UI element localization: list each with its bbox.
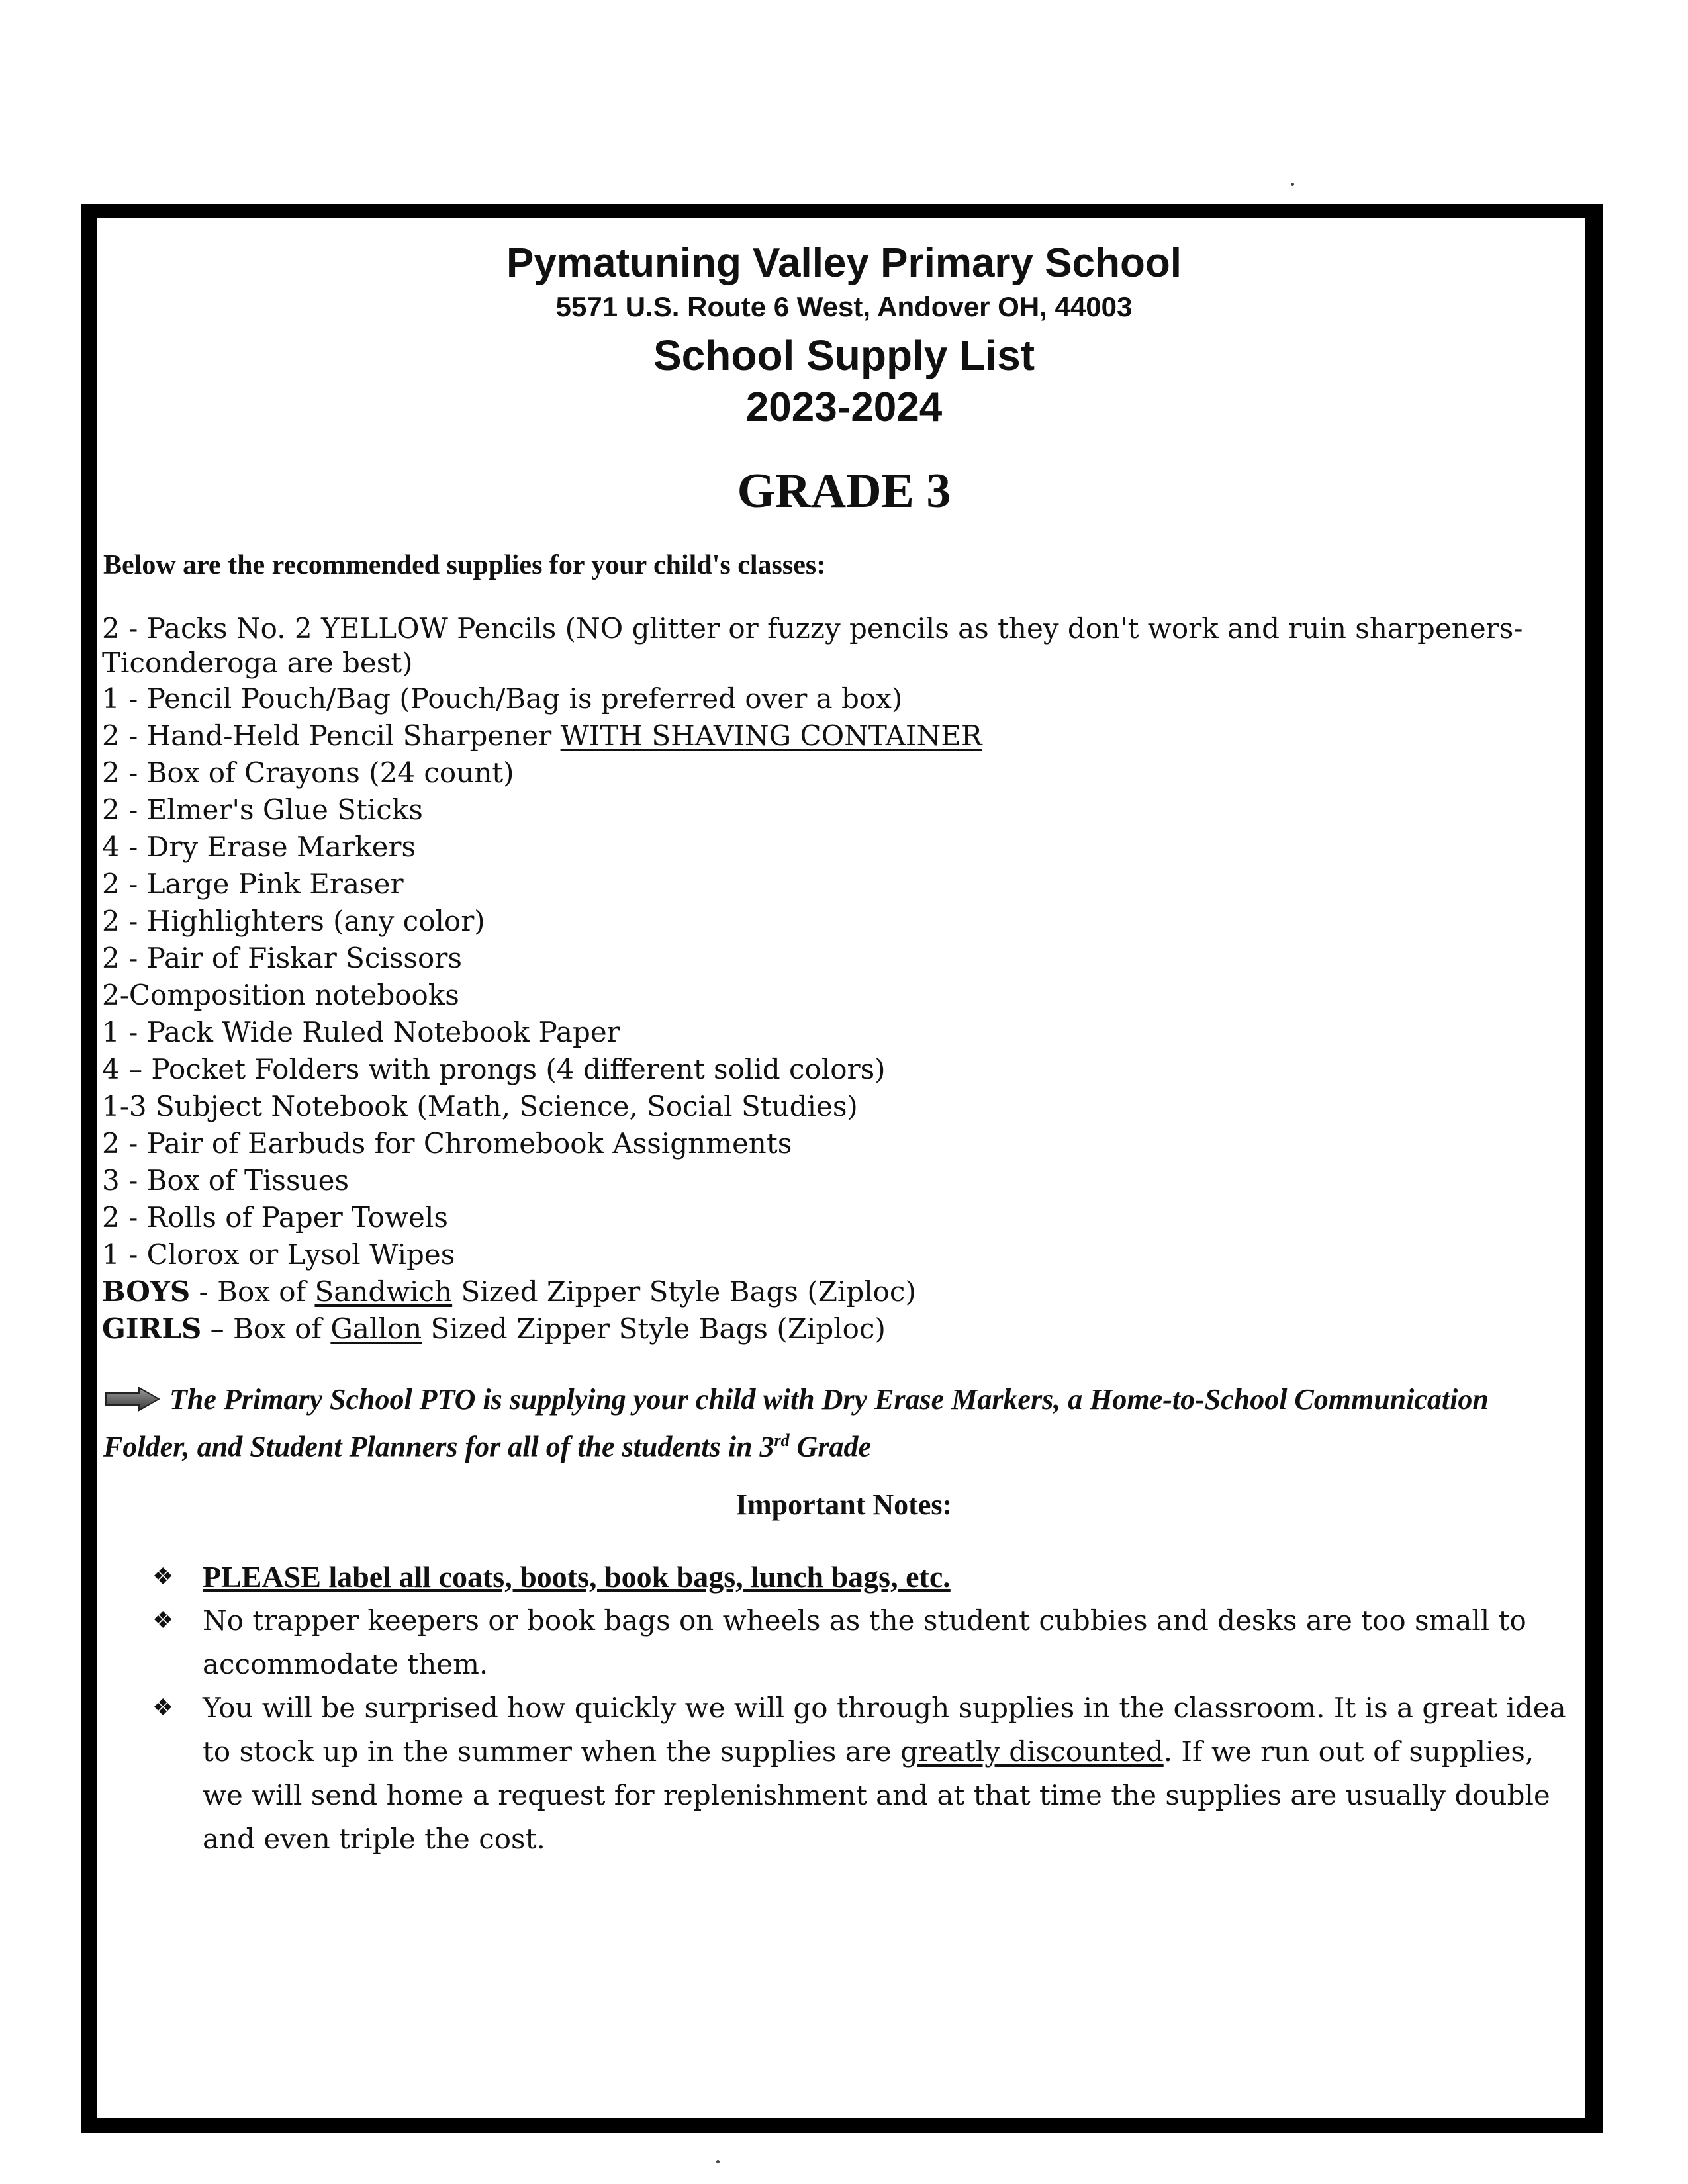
diamond-bullet-icon: ❖ bbox=[152, 1694, 174, 1721]
supply-item: 2 - Large Pink Eraser bbox=[102, 868, 404, 900]
note-text bbox=[203, 1686, 1582, 1861]
supply-item: 1 - Pack Wide Ruled Notebook Paper bbox=[102, 1016, 620, 1048]
supply-list bbox=[102, 612, 1585, 1347]
supply-item: 3 - Box of Tissues bbox=[102, 1164, 349, 1197]
note-item bbox=[152, 1555, 1582, 1599]
supply-item: 2 - Box of Crayons (24 count) bbox=[102, 756, 514, 789]
note-item bbox=[152, 1686, 1582, 1861]
diamond-bullet-icon: ❖ bbox=[152, 1607, 174, 1634]
note-text-part: . If we run out of supplies, we will send home a request for replenishment and at that time the supplies are usually double and even triple the cost. bbox=[203, 1735, 1550, 1855]
supply-item: 2 - Elmer's Glue Sticks bbox=[102, 794, 423, 826]
supply-item: 1 - Clorox or Lysol Wipes bbox=[102, 1238, 455, 1271]
intro-text: Below are the recommended supplies for your child's classes: bbox=[103, 550, 826, 580]
school-year: 2023-2024 bbox=[745, 385, 943, 430]
note-text-underlined: greatly discounted bbox=[900, 1735, 1164, 1768]
scan-speck bbox=[1291, 183, 1294, 186]
note-item bbox=[152, 1599, 1582, 1686]
scan-speck bbox=[716, 2160, 720, 2163]
supply-item: 4 – Pocket Folders with prongs (4 different solid colors) bbox=[102, 1053, 886, 1085]
note-text-part: You will be surprised how quickly we will go through supplies in the classroom. It is a great idea to stock up in the summer when the supplies are bbox=[203, 1692, 1566, 1768]
page-title: School Supply List bbox=[653, 332, 1035, 379]
supply-item: 2-Composition notebooks bbox=[102, 979, 459, 1011]
supply-item-girls bbox=[102, 1310, 1585, 1347]
notes-heading: Important Notes: bbox=[735, 1488, 953, 1521]
supply-item: 4 - Dry Erase Markers bbox=[102, 831, 416, 863]
supply-item-underlined: Sandwich bbox=[314, 1275, 453, 1308]
supply-item-text: – Box of bbox=[201, 1312, 331, 1345]
school-address: 5571 U.S. Route 6 West, Andover OH, 44003 bbox=[555, 291, 1133, 322]
grade-heading: GRADE 3 bbox=[737, 464, 951, 518]
diamond-bullet-icon: ❖ bbox=[152, 1563, 174, 1590]
note-text: No trapper keepers or book bags on wheels as the student cubbies and desks are too small to accommodate them. bbox=[203, 1604, 1526, 1680]
supply-item-lead: BOYS bbox=[102, 1275, 191, 1308]
supply-item: 2 - Pair of Fiskar Scissors bbox=[102, 942, 462, 974]
supply-item: 2 - Packs No. 2 YELLOW Pencils (NO glitter or fuzzy pencils as they don't work and ruin sharpeners-Ticonderoga are best) bbox=[102, 612, 1523, 679]
pto-note-text: The Primary School PTO is supplying your child with Dry Erase Markers, a Home-to-School Communication Folder, and Student Planners for all of the students in 3 bbox=[103, 1383, 1489, 1463]
note-text: PLEASE label all coats, boots, book bags, lunch bags, etc. bbox=[203, 1560, 951, 1594]
supply-item-text: - Box of bbox=[190, 1275, 315, 1308]
supply-item: 2 - Pair of Earbuds for Chromebook Assignments bbox=[102, 1127, 792, 1160]
supply-item-text: Sized Zipper Style Bags (Ziploc) bbox=[422, 1312, 886, 1345]
supply-item-boys bbox=[102, 1273, 1585, 1310]
supply-item: 1-3 Subject Notebook (Math, Science, Social Studies) bbox=[102, 1090, 858, 1122]
pto-note bbox=[103, 1381, 1560, 1467]
supply-item-underlined: Gallon bbox=[330, 1312, 422, 1345]
school-name: Pymatuning Valley Primary School bbox=[506, 240, 1182, 286]
pto-note-text-end: Grade bbox=[789, 1430, 872, 1463]
pto-note-superscript: rd bbox=[774, 1430, 790, 1450]
supply-item: 1 - Pencil Pouch/Bag (Pouch/Bag is preferred over a box) bbox=[102, 682, 903, 715]
right-arrow-icon bbox=[103, 1383, 162, 1422]
supply-item-emphasis: WITH SHAVING CONTAINER bbox=[560, 719, 982, 752]
supply-item: 2 - Highlighters (any color) bbox=[102, 905, 485, 937]
supply-item bbox=[102, 717, 1585, 754]
supply-item: 2 - Rolls of Paper Towels bbox=[102, 1201, 448, 1234]
supply-item-text: Sized Zipper Style Bags (Ziploc) bbox=[452, 1275, 916, 1308]
important-notes bbox=[152, 1555, 1582, 1861]
supply-item-lead: GIRLS bbox=[102, 1312, 202, 1345]
supply-item-text: 2 - Hand-Held Pencil Sharpener bbox=[102, 719, 561, 752]
